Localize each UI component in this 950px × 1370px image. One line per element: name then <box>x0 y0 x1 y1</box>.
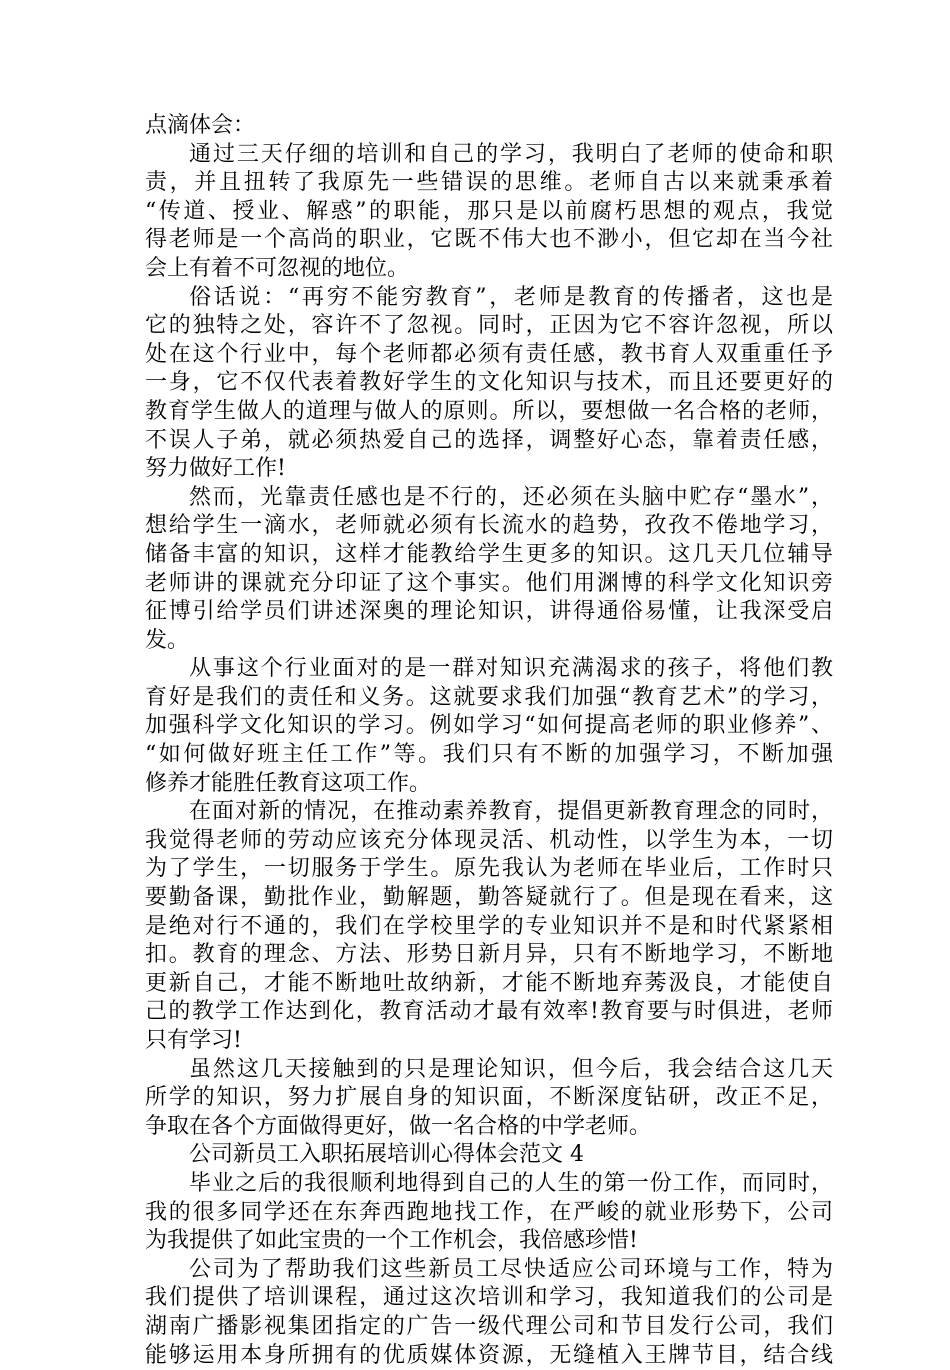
text-line: 点滴体会： <box>145 113 256 138</box>
text-line: 会上有着不可忽视的地位。 <box>145 255 410 281</box>
text-line: 只有学习! <box>145 1028 242 1053</box>
text-line: 我觉得老师的劳动应该充分体现灵活、机动性，以学生为本，一切 <box>145 827 833 853</box>
text-line: 俗话说：“再穷不能穷教育”，老师是教育的传播者，这也是 <box>189 284 833 310</box>
text-line: 从事这个行业面对的是一群对知识充满渴求的孩子，将他们教 <box>189 656 833 682</box>
text-line: 教育学生做人的道理与做人的原则。所以，要想做一名合格的老师， <box>145 398 833 424</box>
text-line: 不误人子弟，就必须热爱自己的选择，调整好心态，靠着责任感， <box>145 427 833 453</box>
document-body <box>145 112 833 1370</box>
text-line: 我们提供了培训课程，通过这次培训和学习，我知道我们的公司是 <box>145 1285 833 1311</box>
text-line: 湖南广播影视集团指定的广告一级代理公司和节目发行公司，我们 <box>145 1313 833 1339</box>
text-line: “传道、授业、解惑”的职能，那只是以前腐朽思想的观点，我觉 <box>145 198 833 224</box>
text-line: 发。 <box>145 627 190 653</box>
text-line: 能够运用本身所拥有的优质媒体资源，无缝植入王牌节目，结合线 <box>145 1342 833 1368</box>
text-line: 毕业之后的我很顺利地得到自己的人生的第一份工作，而同时， <box>189 1170 833 1196</box>
text-line: 老师讲的课就充分印证了这个事实。他们用渊博的科学文化知识旁 <box>145 570 833 596</box>
text-line: 它的独特之处，容许不了忽视。同时，正因为它不容许忽视，所以 <box>145 313 833 339</box>
text-line: 育好是我们的责任和义务。这就要求我们加强“教育艺术”的学习， <box>145 684 833 710</box>
text-line: 争取在各个方面做得更好，做一名合格的中学老师。 <box>145 1113 652 1139</box>
text-line: 储备丰富的知识，这样才能教给学生更多的知识。这几天几位辅导 <box>145 541 833 567</box>
text-line: 责，并且扭转了我原先一些错误的思维。老师自古以来就秉承着 <box>145 170 833 196</box>
text-line: 公司新员工入职拓展培训心得体会范文 4 <box>189 1142 584 1168</box>
text-line: 一身，它不仅代表着教好学生的文化知识与技术，而且还要更好的 <box>145 370 833 396</box>
text-line: 得老师是一个高尚的职业，它既不伟大也不渺小，但它却在当今社 <box>145 227 833 253</box>
text-line: 努力做好工作! <box>145 456 286 482</box>
text-line: 为了学生，一切服务于学生。原先我认为老师在毕业后，工作时只 <box>145 856 833 882</box>
text-line: 修养才能胜任教育这项工作。 <box>145 770 432 796</box>
text-line: 征博引给学员们讲述深奥的理论知识，讲得通俗易懂，让我深受启 <box>145 599 833 625</box>
text-line: 是绝对行不通的，我们在学校里学的专业知识并不是和时代紧紧相 <box>145 913 833 939</box>
text-line: “如何做好班主任工作”等。我们只有不断的加强学习，不断加强 <box>145 742 833 768</box>
text-line: 虽然这几天接触到的只是理论知识，但今后，我会结合这几天 <box>189 1056 833 1082</box>
text-line: 要勤备课，勤批作业，勤解题，勤答疑就行了。但是现在看来，这 <box>145 885 833 911</box>
text-line: 为我提供了如此宝贵的一个工作机会，我倍感珍惜! <box>145 1228 638 1254</box>
text-line: 在面对新的情况，在推动素养教育，提倡更新教育理念的同时， <box>189 799 833 825</box>
text-line: 想给学生一滴水，老师就必须有长流水的趋势，孜孜不倦地学习， <box>145 513 833 539</box>
text-line: 通过三天仔细的培训和自己的学习，我明白了老师的使命和职 <box>189 141 833 167</box>
text-line: 加强科学文化知识的学习。例如学习“如何提高老师的职业修养”、 <box>145 713 833 739</box>
text-line: 己的教学工作达到化，教育活动才最有效率!教育要与时俱进，老师 <box>145 999 833 1025</box>
text-line: 扣。教育的理念、方法、形势日新月异，只有不断地学习，不断地 <box>145 942 833 968</box>
text-line: 公司为了帮助我们这些新员工尽快适应公司环境与工作，特为 <box>189 1256 833 1282</box>
text-line: 我的很多同学还在东奔西跑地找工作，在严峻的就业形势下，公司 <box>145 1199 833 1225</box>
text-line: 所学的知识，努力扩展自身的知识面，不断深度钻研，改正不足， <box>145 1085 833 1111</box>
text-line: 更新自己，才能不断地吐故纳新，才能不断地弃莠汲良，才能使自 <box>145 970 833 996</box>
text-line: 然而，光靠责任感也是不行的，还必须在头脑中贮存“墨水”， <box>189 484 833 510</box>
text-line: 处在这个行业中，每个老师都必须有责任感，教书育人双重重任予 <box>145 341 833 367</box>
